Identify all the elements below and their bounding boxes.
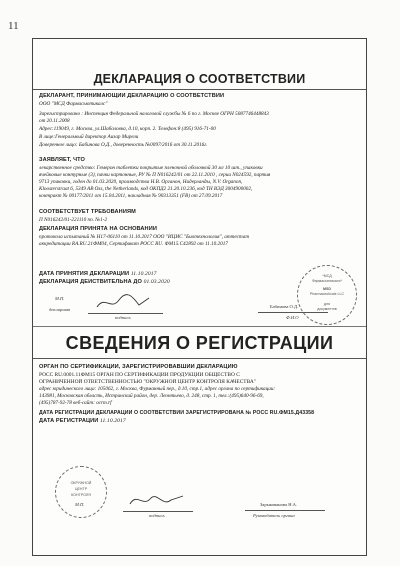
- registrar-stamp: [55, 466, 107, 518]
- applicant-address: Адрес:119049, г. Москва, ул.Шаболовка, д.10, корп. 2. Телефон:8 (495) 916-71-00: [39, 126, 216, 132]
- stamp-1-line-5: для: [323, 302, 331, 306]
- valid-until-label: ДЕКЛАРАЦИЯ ДЕЙСТВИТЕЛЬНА ДО: [39, 279, 142, 285]
- date-accepted-label: ДАТА ПРИНЯТИЯ ДЕКЛАРАЦИИ: [39, 271, 130, 277]
- registrar-role: Руководитель органа: [253, 513, 295, 518]
- reg-body-line-4: 143981, Московская область, Истринский район, дер. Леонтьево, д. 248, стр. 1, тел.:(495)640-96-69,: [39, 393, 264, 399]
- product-line-4: Kloosterstraat 6, 5349 AB Oss, the Netherlands, код ОКПД2 21.20.10.236, код ТН ВЭД 3004900002,: [39, 186, 253, 192]
- basis-heading: ДЕКЛАРАЦИЯ ПРИНЯТА НА ОСНОВАНИИ: [39, 226, 157, 232]
- registration-title-divider: [33, 358, 366, 359]
- reg-date-value: 11.10.2017: [100, 418, 126, 424]
- registrar-name-underline: [245, 510, 325, 511]
- reg-body-line-1: РОСС RU.0001.11ФМ15 ОРГАН ПО СЕРТИФИКАЦИИ ПРОДУКЦИИ ОБЩЕСТВО С: [39, 372, 240, 378]
- registrar-signature-label: подпись: [149, 513, 165, 518]
- declarant-seal-mark: М.П.: [55, 296, 65, 301]
- signature-underline: [88, 313, 163, 314]
- registration-line-1: Зарегистрировано : Инспекция Федеральной налоговой службы № 6 по г. Москве ОГРН 5087746448843: [39, 111, 269, 117]
- stamp-1-line-4: Pharmaceuticals LLC: [309, 292, 345, 296]
- registered-number-line: ДАТА РЕГИСТРАЦИИ ДЕКЛАРАЦИИ О СООТВЕТСТВИИ ЗАРЕГИСТРИРОВАНА № РОСС RU.ФМ15.Д43358: [39, 410, 315, 416]
- reg-body-line-5: (495)787-92-78 веб-сайт: ocrm.rf: [39, 400, 112, 406]
- requirements-heading: СООТВЕТСТВУЕТ ТРЕБОВАНИЯМ: [39, 209, 136, 215]
- proxy-line: Доверенное лицо: Бабинова О.Д., доверенность №0097/2016 от 30.11.2016г.: [39, 142, 208, 148]
- product-line-1: лекарственное средство: Гемерон таблетки покрытые пленочной оболочкой 30 мг 10 шт., упаковки: [39, 165, 263, 171]
- reg-date-row: [39, 418, 360, 424]
- product-line-3: 9713 упаковки, годен до 01.03.2020, производства Н.В. Органон, Нидерланды, N.V. Organon,: [39, 179, 243, 185]
- product-line-5: контракт № 00177/2011 от 15.04.2011, накладная № 90313351 (FB) от 27.09.2017: [39, 193, 223, 199]
- stamp-2-line-2: ЦЕНТР: [74, 487, 88, 491]
- registration-title: СВЕДЕНИЯ О РЕГИСТРАЦИИ: [65, 333, 334, 353]
- fio-label: Ф.И.О: [286, 315, 299, 320]
- section-divider: [33, 326, 366, 327]
- stamp-2-line-3: КОНТРОЛЯ: [71, 493, 91, 497]
- declaration-document: [32, 38, 367, 556]
- declarant-stamp: [297, 265, 357, 325]
- stamp-1-line-3: MSD: [323, 287, 331, 291]
- basis-line-2: аккредитации RA.RU.21ФМ04, Сертификат РОСС RU. ФМ15.C42892 от 11.10.2017: [39, 241, 228, 247]
- applicant-name: ООО "МСД Фармасьютикалс": [39, 101, 108, 107]
- reg-date-label: ДАТА РЕГИСТРАЦИИ: [39, 418, 99, 424]
- corner-mark: 11: [8, 20, 19, 32]
- registrar-name: Зарыкованова Н.А.: [260, 502, 298, 507]
- basis-line-1: протокола испытаний № Н17-06110 от 11.10.2017 ООО "ИЦИС "Биотехнология", аттестат: [39, 234, 250, 240]
- reg-body-heading: ОРГАН ПО СЕРТИФИКАЦИИ, ЗАРЕГИСТРИРОВАВШИЙ ДЕКЛАРАЦИЮ: [39, 364, 238, 370]
- date-accepted-value: 11.10.2017: [130, 271, 157, 277]
- declarant-signature: [93, 291, 153, 313]
- stamp-1-line-1: *МСД: [322, 274, 332, 278]
- stamp-2-line-1: ОКРУЖНОЙ: [70, 481, 92, 485]
- stamp-1-line-6: документов: [317, 307, 337, 311]
- claims-heading: ЗАЯВЛЯЕТ, ЧТО: [39, 157, 85, 163]
- declaration-title: ДЕКЛАРАЦИЯ О СООТВЕТСТВИИ: [93, 72, 306, 86]
- declarant-signature-label: подпись: [115, 315, 131, 320]
- signer-name: Бабинова О.Д.: [270, 304, 299, 309]
- stamp-1-line-2: Фармасьютикалс*: [311, 279, 343, 283]
- requirements-value: П N016242/01-221110 пп. №1-2: [39, 217, 108, 223]
- reg-body-line-3: адрес юридического лица: 105062, г. Москва, Фурманный пер., д.10, стр.1, адрес органа по сертификации:: [39, 386, 276, 392]
- applicant-person: В лице:Генеральный директор Аизар Мирели: [39, 134, 139, 140]
- registrar-signature: [127, 490, 187, 512]
- product-line-2: ячейковые контурные (3), пачки картонные, РУ № П N016242/01 от 22.11.2010 , серии N024592, партия: [39, 172, 271, 178]
- applicant-heading: ДЕКЛАРАНТ, ПРИНИМАЮЩИЙ ДЕКЛАРАЦИЮ О СООТВЕТСТВИИ: [39, 93, 225, 99]
- declarant-label: декларант: [49, 307, 71, 312]
- registration-line-2: от 20.11.2008: [39, 118, 70, 124]
- reg-body-line-2: ОГРАНИЧЕННОЙ ОТВЕТСТВЕННОСТЬЮ "ОКРУЖНОЙ ЦЕНТР КОНТРОЛЯ КАЧЕСТВА": [39, 379, 256, 385]
- valid-until-value: 01.03.2020: [143, 279, 170, 285]
- registrar-seal-mark: М.П.: [75, 502, 85, 507]
- title-divider: [33, 89, 366, 90]
- registrar-signature-underline: [123, 511, 193, 512]
